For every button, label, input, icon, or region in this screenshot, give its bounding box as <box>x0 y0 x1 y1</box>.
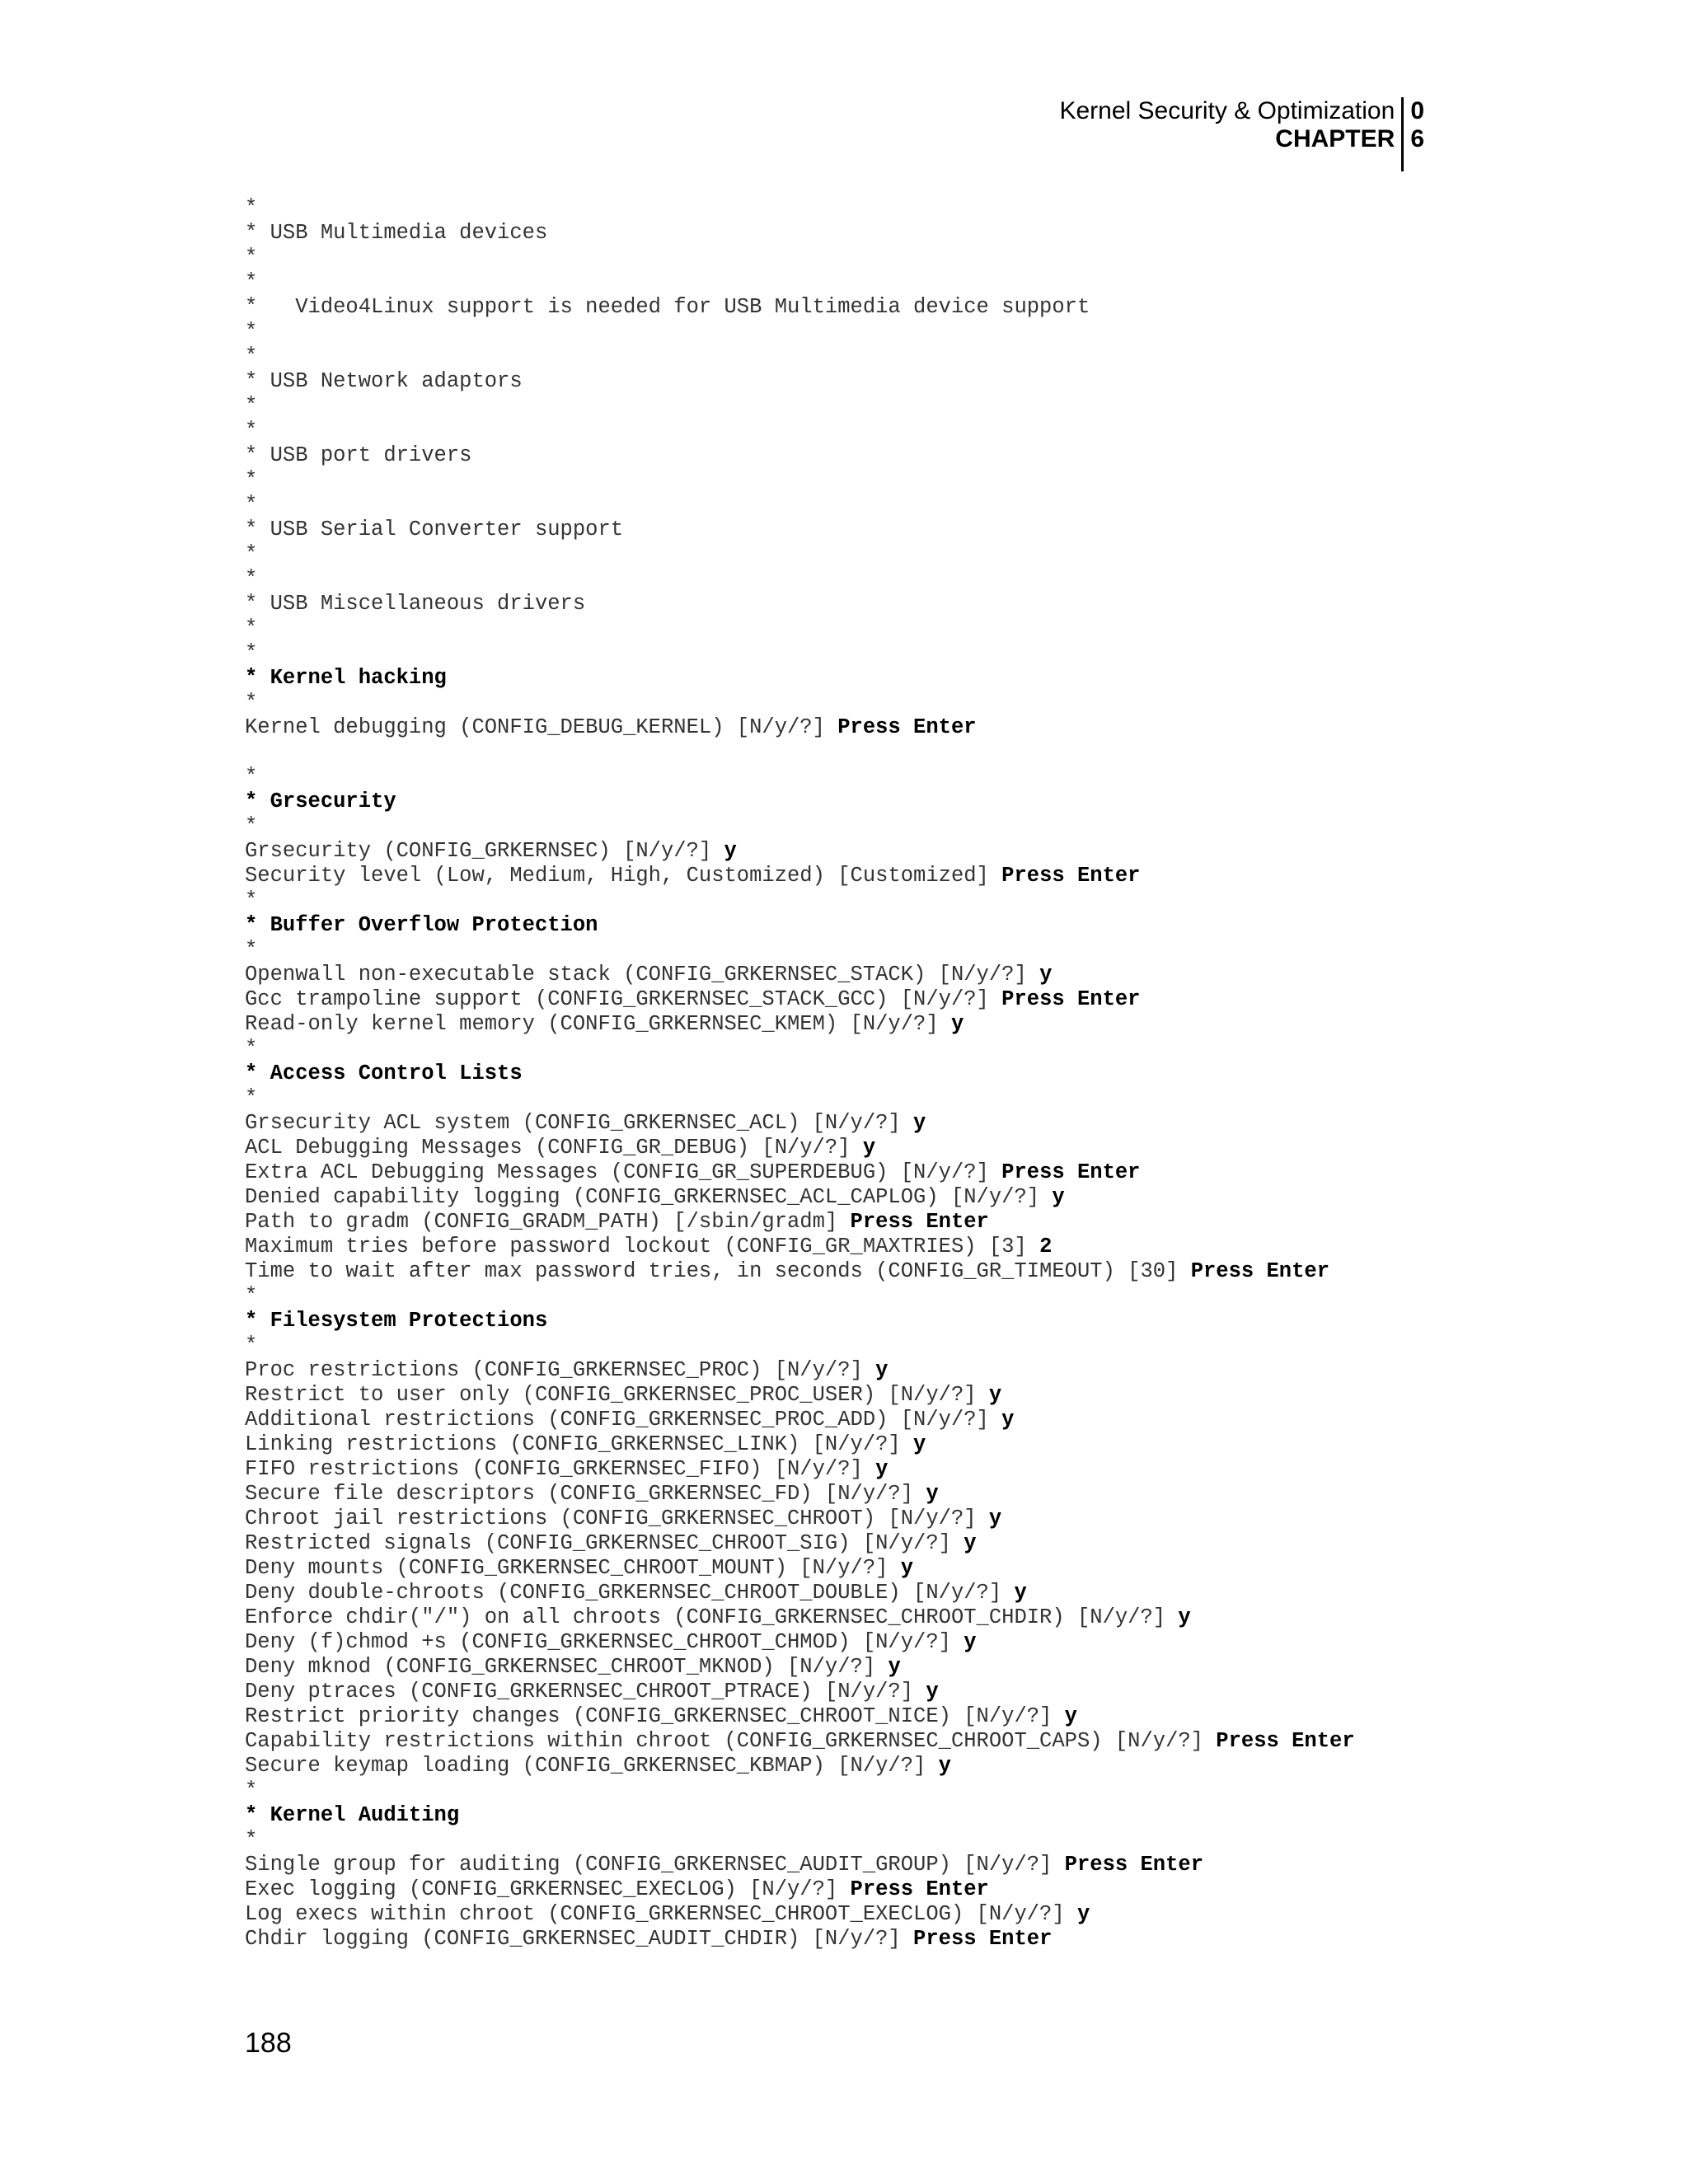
config-line <box>245 616 1481 641</box>
config-line <box>245 1284 1481 1309</box>
config-answer: Press Enter <box>850 1877 989 1901</box>
config-line-text: Openwall non-executable stack (CONFIG_GRKERNSEC_STACK) [N/y/?] <box>245 963 1040 987</box>
config-line <box>245 1408 1481 1432</box>
config-line-text: * <box>245 320 258 344</box>
config-line <box>245 1828 1481 1853</box>
config-line-text: Secure keymap loading (CONFIG_GRKERNSEC_KBMAP) [N/y/?] <box>245 1754 939 1778</box>
config-line <box>245 1383 1481 1408</box>
config-answer: y <box>724 839 737 863</box>
chapter-number-bottom: 6 <box>1410 125 1424 152</box>
config-line <box>245 1754 1481 1779</box>
config-line <box>245 1482 1481 1507</box>
config-line <box>245 344 1481 369</box>
config-answer: Press Enter <box>1064 1853 1203 1877</box>
config-line-text: * <box>245 1828 258 1852</box>
config-line-text: Deny ptraces (CONFIG_GRKERNSEC_CHROOT_PTRACE) [N/y/?] <box>245 1680 926 1704</box>
config-answer: y <box>1178 1605 1191 1629</box>
config-answer: Press Enter <box>1216 1729 1355 1753</box>
header-chapter-label: CHAPTER <box>1275 125 1395 152</box>
config-line-text: Capability restrictions within chroot (CONFIG_GRKERNSEC_CHROOT_CAPS) [N/y/?] <box>245 1729 1217 1753</box>
config-line <box>245 888 1481 913</box>
config-line <box>245 320 1481 344</box>
config-line-text: Additional restrictions (CONFIG_GRKERNSEC_PROC_ADD) [N/y/?] <box>245 1408 1002 1432</box>
config-line-text: FIFO restrictions (CONFIG_GRKERNSEC_FIFO) [N/y/?] <box>245 1457 876 1481</box>
config-line-text: * <box>245 246 258 269</box>
config-line <box>245 1136 1481 1160</box>
config-line-text: * <box>245 641 258 665</box>
config-line-text: * <box>245 567 258 591</box>
section-heading <box>245 1062 1481 1086</box>
config-line <box>245 1432 1481 1457</box>
config-console-listing <box>245 196 1481 1952</box>
config-line <box>245 839 1481 864</box>
config-line <box>245 419 1481 443</box>
config-line <box>245 1111 1481 1136</box>
config-line <box>245 1507 1481 1531</box>
chapter-number <box>1404 97 1424 171</box>
config-line-text: Maximum tries before password lockout (CONFIG_GR_MAXTRIES) [3] <box>245 1235 1040 1258</box>
config-line-text: * <box>245 344 258 368</box>
section-heading <box>245 1803 1481 1828</box>
config-answer: Press Enter <box>837 715 977 739</box>
config-line-text: Single group for auditing (CONFIG_GRKERNSEC_AUDIT_GROUP) [N/y/?] <box>245 1853 1065 1877</box>
config-line <box>245 1902 1481 1927</box>
config-answer: y <box>1076 1902 1090 1926</box>
config-line-text: * <box>245 814 258 838</box>
config-answer: Press Enter <box>850 1210 989 1234</box>
config-answer: 2 <box>1039 1235 1053 1258</box>
config-answer: Press Enter <box>913 1927 1053 1951</box>
config-line-text: * Buffer Overflow Protection <box>245 913 598 937</box>
config-answer: Press Enter <box>1001 987 1141 1011</box>
config-line-text: Chroot jail restrictions (CONFIG_GRKERNSEC_CHROOT) [N/y/?] <box>245 1507 989 1530</box>
config-answer: Press Enter <box>1001 1160 1141 1184</box>
config-line <box>245 1210 1481 1235</box>
config-line <box>245 270 1481 295</box>
config-line <box>245 468 1481 493</box>
chapter-number-top: 0 <box>1410 97 1424 124</box>
config-line-text: Secure file descriptors (CONFIG_GRKERNSEC_FD) [N/y/?] <box>245 1482 926 1506</box>
config-line <box>245 1927 1481 1952</box>
config-line-text: * <box>245 1086 258 1110</box>
config-line <box>245 1630 1481 1655</box>
config-line <box>245 987 1481 1012</box>
config-answer: y <box>926 1680 939 1704</box>
config-answer: y <box>900 1556 914 1580</box>
config-line-text: * <box>245 765 258 789</box>
config-line <box>245 1333 1481 1358</box>
config-answer: y <box>964 1531 977 1555</box>
config-line <box>245 221 1481 246</box>
config-line-text: Extra ACL Debugging Messages (CONFIG_GR_SUPERDEBUG) [N/y/?] <box>245 1160 1002 1184</box>
config-line-text: * <box>245 468 258 492</box>
config-answer: y <box>913 1111 926 1135</box>
config-line <box>245 1235 1481 1259</box>
config-line <box>245 864 1481 888</box>
config-line <box>245 1704 1481 1729</box>
config-line-text: Deny mknod (CONFIG_GRKERNSEC_CHROOT_MKNOD) [N/y/?] <box>245 1655 889 1679</box>
config-line-text: Path to gradm (CONFIG_GRADM_PATH) [/sbin/gradm] <box>245 1210 851 1234</box>
config-line-text: * Kernel hacking <box>245 666 447 690</box>
config-line <box>245 938 1481 963</box>
section-heading <box>245 790 1481 814</box>
config-line <box>245 518 1481 542</box>
config-line-text: Gcc trampoline support (CONFIG_GRKERNSEC_STACK_GCC) [N/y/?] <box>245 987 1002 1011</box>
config-line-text: * <box>245 1333 258 1357</box>
section-heading <box>245 913 1481 938</box>
config-line-text: * USB Serial Converter support <box>245 518 624 541</box>
config-line <box>245 1457 1481 1482</box>
config-line-text: Chdir logging (CONFIG_GRKERNSEC_AUDIT_CHDIR) [N/y/?] <box>245 1927 914 1951</box>
config-line <box>245 1358 1481 1383</box>
config-line-text: * USB Network adaptors <box>245 369 523 393</box>
config-line <box>245 1655 1481 1680</box>
config-answer: y <box>1039 963 1053 987</box>
config-line-text: * <box>245 616 258 640</box>
section-heading <box>245 666 1481 691</box>
config-line <box>245 1531 1481 1556</box>
config-line-text: Deny double-chroots (CONFIG_GRKERNSEC_CHROOT_DOUBLE) [N/y/?] <box>245 1581 1015 1605</box>
config-line <box>245 963 1481 987</box>
config-line-text: Restrict priority changes (CONFIG_GRKERNSEC_CHROOT_NICE) [N/y/?] <box>245 1704 1065 1728</box>
config-line <box>245 1680 1481 1704</box>
config-line-text: Grsecurity ACL system (CONFIG_GRKERNSEC_ACL) [N/y/?] <box>245 1111 914 1135</box>
config-line <box>245 1605 1481 1630</box>
config-line <box>245 1259 1481 1284</box>
config-line <box>245 715 1481 740</box>
config-line <box>245 1037 1481 1062</box>
config-line <box>245 691 1481 715</box>
config-line-text: Security level (Low, Medium, High, Customized) [Customized] <box>245 864 1002 888</box>
config-line <box>245 1012 1481 1037</box>
config-line-text: Linking restrictions (CONFIG_GRKERNSEC_LINK) [N/y/?] <box>245 1432 914 1456</box>
section-heading <box>245 1309 1481 1333</box>
config-line <box>245 196 1481 221</box>
config-line-text: ACL Debugging Messages (CONFIG_GR_DEBUG) [N/y/?] <box>245 1136 863 1160</box>
config-answer: y <box>1001 1408 1015 1432</box>
config-line-text: Restricted signals (CONFIG_GRKERNSEC_CHROOT_SIG) [N/y/?] <box>245 1531 964 1555</box>
config-answer: y <box>988 1507 1002 1530</box>
config-line-text: * Video4Linux support is needed for USB Multimedia device support <box>245 295 1090 319</box>
config-answer: y <box>888 1655 901 1679</box>
config-line <box>245 443 1481 468</box>
config-answer: y <box>950 1012 964 1036</box>
config-line-text: Restrict to user only (CONFIG_GRKERNSEC_PROC_USER) [N/y/?] <box>245 1383 989 1407</box>
config-line-text: Exec logging (CONFIG_GRKERNSEC_EXECLOG) [N/y/?] <box>245 1877 851 1901</box>
config-line-text: Denied capability logging (CONFIG_GRKERNSEC_ACL_CAPLOG) [N/y/?] <box>245 1185 1053 1209</box>
header-text-block <box>1059 97 1404 171</box>
config-answer: y <box>988 1383 1002 1407</box>
config-line <box>245 1160 1481 1185</box>
config-line-text: * <box>245 938 258 962</box>
config-line-text: Grsecurity (CONFIG_GRKERNSEC) [N/y/?] <box>245 839 724 863</box>
config-line-text: * <box>245 493 258 517</box>
config-line <box>245 641 1481 666</box>
config-line-text: * <box>245 1284 258 1308</box>
config-answer: y <box>1052 1185 1065 1209</box>
config-line-text: * <box>245 270 258 294</box>
config-line-text: * <box>245 196 258 220</box>
config-line <box>245 1877 1481 1902</box>
config-line-text: * <box>245 1779 258 1802</box>
config-answer: y <box>875 1457 889 1481</box>
config-line <box>245 592 1481 616</box>
config-line <box>245 394 1481 419</box>
config-line <box>245 1729 1481 1754</box>
config-line <box>245 369 1481 394</box>
config-line-text: * Kernel Auditing <box>245 1803 460 1827</box>
config-line-text: * <box>245 542 258 566</box>
config-answer: y <box>938 1754 951 1778</box>
config-answer: y <box>926 1482 939 1506</box>
config-line-text: * USB Miscellaneous drivers <box>245 592 586 616</box>
config-line <box>245 765 1481 790</box>
config-answer: Press Enter <box>1001 864 1141 888</box>
config-answer: y <box>1064 1704 1077 1728</box>
config-line-text: * Grsecurity <box>245 790 396 813</box>
config-answer: Press Enter <box>1190 1259 1330 1283</box>
config-line-text: * <box>245 888 258 912</box>
config-answer: y <box>964 1630 977 1654</box>
config-answer: y <box>862 1136 876 1160</box>
running-header <box>1059 97 1424 171</box>
config-line-text: * <box>245 1037 258 1061</box>
config-line <box>245 246 1481 270</box>
config-line <box>245 1185 1481 1210</box>
config-line <box>245 295 1481 320</box>
config-line-text: * <box>245 691 258 715</box>
config-answer: y <box>1014 1581 1027 1605</box>
config-line <box>245 1086 1481 1111</box>
config-line-text: * <box>245 394 258 418</box>
config-line-text: * <box>245 419 258 443</box>
config-line-text: Deny mounts (CONFIG_GRKERNSEC_CHROOT_MOUNT) [N/y/?] <box>245 1556 901 1580</box>
config-line <box>245 493 1481 518</box>
config-line-text: Enforce chdir("/") on all chroots (CONFIG_GRKERNSEC_CHROOT_CHDIR) [N/y/?] <box>245 1605 1179 1629</box>
config-line-text: * Filesystem Protections <box>245 1309 548 1333</box>
config-line-text: * USB port drivers <box>245 443 472 467</box>
config-line-text: Proc restrictions (CONFIG_GRKERNSEC_PROC) [N/y/?] <box>245 1358 876 1382</box>
config-answer: y <box>913 1432 926 1456</box>
config-line <box>245 1779 1481 1803</box>
config-line-text: Time to wait after max password tries, in seconds (CONFIG_GR_TIMEOUT) [30] <box>245 1259 1191 1283</box>
config-line <box>245 542 1481 567</box>
config-line-text: Deny (f)chmod +s (CONFIG_GRKERNSEC_CHROOT_CHMOD) [N/y/?] <box>245 1630 964 1654</box>
config-line <box>245 814 1481 839</box>
config-line <box>245 1581 1481 1605</box>
config-line <box>245 1556 1481 1581</box>
config-line-text: Read-only kernel memory (CONFIG_GRKERNSEC_KMEM) [N/y/?] <box>245 1012 951 1036</box>
header-title: Kernel Security & Optimization <box>1059 97 1395 124</box>
config-line-text: Kernel debugging (CONFIG_DEBUG_KERNEL) [N/y/?] <box>245 715 838 739</box>
page-number: 188 <box>245 2027 292 2059</box>
config-line-text: * USB Multimedia devices <box>245 221 548 245</box>
config-line-text: * Access Control Lists <box>245 1062 523 1085</box>
config-line <box>245 1853 1481 1877</box>
config-line <box>245 567 1481 592</box>
config-answer: y <box>875 1358 889 1382</box>
config-line-text: Log execs within chroot (CONFIG_GRKERNSEC_CHROOT_EXECLOG) [N/y/?] <box>245 1902 1077 1926</box>
